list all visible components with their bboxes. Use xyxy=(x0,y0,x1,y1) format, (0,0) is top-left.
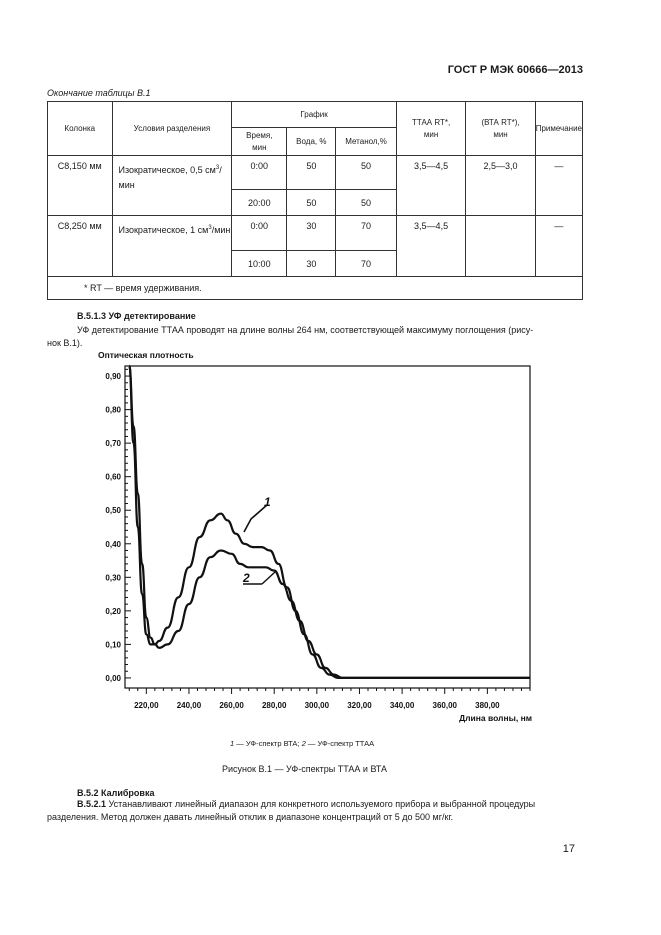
header-bta-rt: (ВТА RT*), мин xyxy=(466,102,535,156)
y-tick-label: 0,50 xyxy=(105,506,121,516)
annotation-1-leader xyxy=(244,505,267,532)
row1-ttaa-rt: 3,5—4,5 xyxy=(396,156,466,216)
row2-bta-rt xyxy=(466,216,535,277)
section-b513-line2: нок В.1). xyxy=(47,338,83,348)
y-tick-label: 0,80 xyxy=(105,405,121,415)
header-methanol: Метанол,% xyxy=(336,128,396,156)
header-ttaa-rt: ТТАА RT*, мин xyxy=(396,102,466,156)
section-b521-line2: разделения. Метод должен давать линейный отклик в диапазоне концентраций от 5 до 500 мг/кг. xyxy=(47,812,454,822)
table-row xyxy=(48,216,583,251)
row1-step1-time: 0:00 xyxy=(232,156,287,190)
table-caption: Окончание таблицы В.1 xyxy=(47,88,151,98)
section-b513-title: В.5.1.3 УФ детектирование xyxy=(77,311,196,321)
row2-column: C8,250 мм xyxy=(48,216,113,277)
annotation-1-label: 1 xyxy=(264,495,271,509)
x-tick-label: 280,00 xyxy=(261,701,287,710)
y-tick-label: 0,40 xyxy=(105,539,121,549)
row2-step2-water: 30 xyxy=(287,251,336,277)
x-tick-label: 340,00 xyxy=(389,701,415,710)
header-remark: Примечание xyxy=(535,102,582,156)
row2-ttaa-rt: 3,5—4,5 xyxy=(396,216,466,277)
table-footnote: * RT — время удерживания. xyxy=(48,277,583,300)
row1-column: C8,150 мм xyxy=(48,156,113,216)
legend-1-text: — УФ-спектр ВТА; xyxy=(236,739,300,748)
row1-step2-methanol: 50 xyxy=(336,190,396,216)
table-row xyxy=(48,156,583,190)
legend-1-number: 1 xyxy=(230,739,235,748)
row2-conditions: Изократическое, 1 $см^3$/мин xyxy=(112,216,232,277)
header-water: Вода, % xyxy=(287,128,336,156)
parameters-table xyxy=(47,101,583,300)
y-axis-label: Оптическая плотность xyxy=(98,350,194,360)
row2-step2-methanol: 70 xyxy=(336,251,396,277)
row1-step2-time: 20:00 xyxy=(232,190,287,216)
row2-step1-methanol: 70 xyxy=(336,216,396,251)
header-column: Колонка xyxy=(48,102,113,156)
header-schedule: График xyxy=(232,102,396,128)
x-axis-label: Длина волны, нм xyxy=(459,713,532,723)
x-tick-label: 380,00 xyxy=(475,701,500,710)
figure-caption: Рисунок В.1 — УФ-спектры ТТАА и ВТА xyxy=(222,764,388,774)
row2-step1-water: 30 xyxy=(287,216,336,251)
row1-conditions: Изократическое, 0,5 $см^3$/мин xyxy=(112,156,232,216)
row2-remark: — xyxy=(535,216,582,277)
y-tick-label: 0,00 xyxy=(105,673,121,683)
annotation-2-leader xyxy=(262,572,275,584)
x-tick-label: 260,00 xyxy=(219,701,244,710)
y-tick-label: 0,30 xyxy=(105,573,121,583)
row1-step1-methanol: 50 xyxy=(336,156,396,190)
section-b52-title: В.5.2 Калибровка xyxy=(77,788,155,798)
section-b521-number: В.5.2.1 xyxy=(77,799,107,809)
y-tick-label: 0,70 xyxy=(105,439,121,449)
row1-bta-rt: 2,5—3,0 xyxy=(466,156,535,216)
annotation-2-label: 2 xyxy=(243,571,250,585)
y-tick-label: 0,60 xyxy=(105,472,121,482)
uv-spectra-chart xyxy=(0,340,661,730)
section-b513-line1: УФ детектирование ТТАА проводят на длине волны 264 нм, соответствующей максимуму поглощения (рису- xyxy=(77,325,534,335)
header-time: Время, мин xyxy=(232,128,287,156)
series-2-line xyxy=(129,366,530,678)
page-number: 17 xyxy=(562,843,575,855)
plot-frame xyxy=(125,366,530,688)
legend-2-text: — УФ-спектр ТТАА xyxy=(307,739,375,748)
standard-number: ГОСТ Р МЭК 60666—2013 xyxy=(447,64,583,76)
y-tick-label: 0,20 xyxy=(105,606,121,616)
section-b521-line1 xyxy=(77,798,535,811)
legend-2-number: 2 xyxy=(301,739,306,748)
figure-legend xyxy=(230,739,374,748)
x-tick-label: 300,00 xyxy=(304,701,330,710)
row1-step1-water: 50 xyxy=(287,156,336,190)
row2-step2-time: 10:00 xyxy=(232,251,287,277)
y-tick-label: 0,90 xyxy=(105,372,121,382)
x-tick-label: 220,00 xyxy=(134,701,159,710)
series-1-line xyxy=(129,366,530,678)
y-tick-label: 0,10 xyxy=(105,640,121,650)
section-b521-text: Устанавливают линейный диапазон для конкретного используемого прибора и выбранной процедуры xyxy=(108,799,536,809)
row1-remark: — xyxy=(535,156,582,216)
header-conditions: Условия разделения xyxy=(112,102,232,156)
row2-step1-time: 0:00 xyxy=(232,216,287,251)
x-tick-label: 360,00 xyxy=(432,701,457,710)
x-tick-label: 240,00 xyxy=(176,701,202,710)
x-tick-label: 320,00 xyxy=(347,701,372,710)
row1-step2-water: 50 xyxy=(287,190,336,216)
